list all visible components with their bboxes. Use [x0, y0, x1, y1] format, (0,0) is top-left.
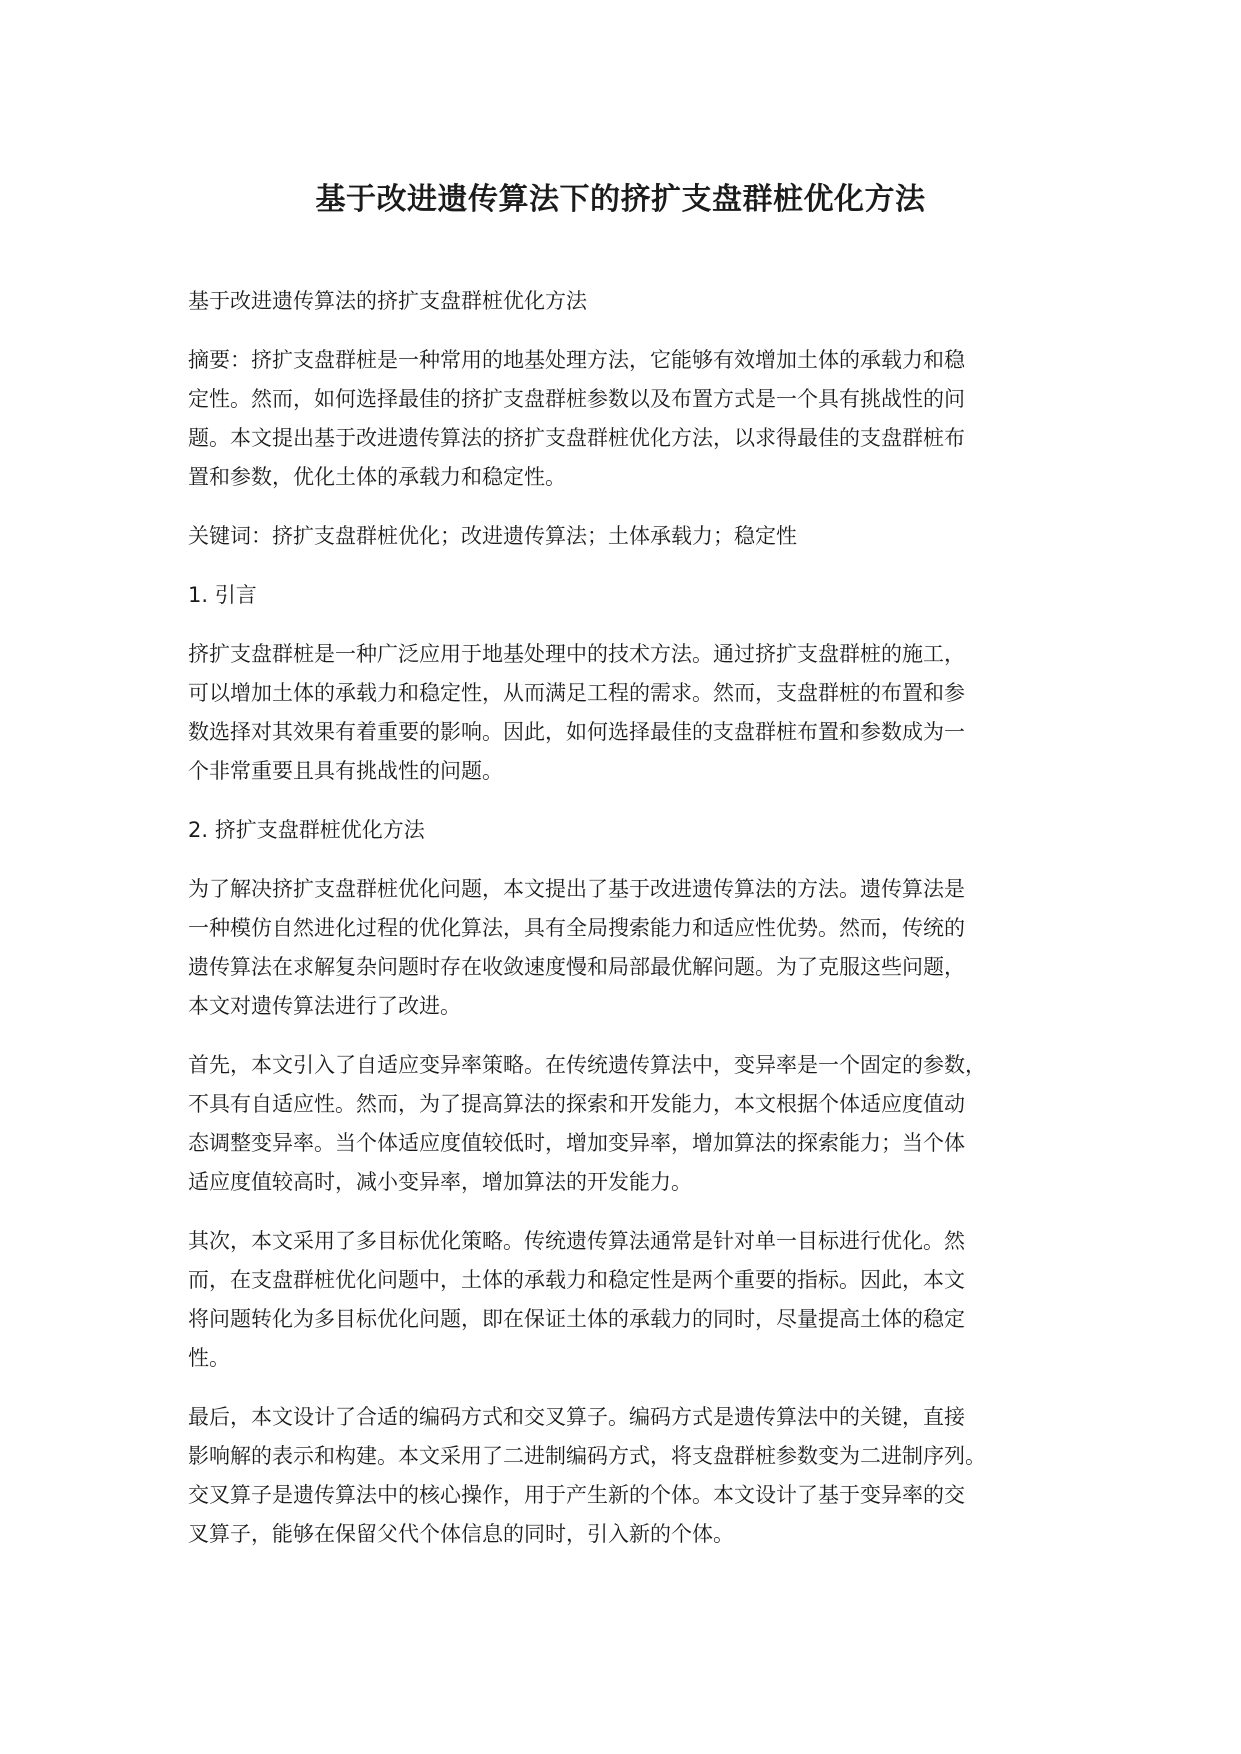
text-line: 性。	[188, 1346, 230, 1370]
text-line: 一种模仿自然进化过程的优化算法，具有全局搜索能力和适应性优势。然而，传统的	[188, 916, 965, 940]
paragraph	[188, 282, 1078, 321]
paragraph	[188, 1222, 1078, 1378]
text-line: 挤扩支盘群桩是一种广泛应用于地基处理中的技术方法。通过挤扩支盘群桩的施工，	[188, 642, 965, 666]
text-line: 遗传算法在求解复杂问题时存在收敛速度慢和局部最优解问题。为了克服这些问题，	[188, 955, 965, 979]
paragraph	[188, 341, 1078, 497]
text-line: 摘要：挤扩支盘群桩是一种常用的地基处理方法，它能够有效增加土体的承载力和稳	[188, 348, 965, 372]
text-line: 数选择对其效果有着重要的影响。因此，如何选择最佳的支盘群桩布置和参数成为一	[188, 720, 965, 744]
text-line: 关键词：挤扩支盘群桩优化；改进遗传算法；土体承载力；稳定性	[188, 524, 797, 548]
document-body	[188, 282, 1078, 1574]
text-line: 其次，本文采用了多目标优化策略。传统遗传算法通常是针对单一目标进行优化。然	[188, 1229, 965, 1253]
text-line: 基于改进遗传算法的挤扩支盘群桩优化方法	[188, 289, 587, 313]
text-line: 影响解的表示和构建。本文采用了二进制编码方式，将支盘群桩参数变为二进制序列。	[188, 1444, 986, 1468]
text-line: 将问题转化为多目标优化问题，即在保证土体的承载力的同时，尽量提高土体的稳定	[188, 1307, 965, 1331]
text-line: 定性。然而，如何选择最佳的挤扩支盘群桩参数以及布置方式是一个具有挑战性的问	[188, 387, 965, 411]
text-line: 不具有自适应性。然而，为了提高算法的探索和开发能力，本文根据个体适应度值动	[188, 1092, 965, 1116]
text-line: 适应度值较高时，减小变异率，增加算法的开发能力。	[188, 1170, 692, 1194]
text-line: 2. 挤扩支盘群桩优化方法	[188, 818, 425, 842]
text-line: 态调整变异率。当个体适应度值较低时，增加变异率，增加算法的探索能力；当个体	[188, 1131, 965, 1155]
paragraph	[188, 1398, 1078, 1554]
paragraph	[188, 811, 1078, 850]
text-line: 交叉算子是遗传算法中的核心操作，用于产生新的个体。本文设计了基于变异率的交	[188, 1483, 965, 1507]
text-line: 首先，本文引入了自适应变异率策略。在传统遗传算法中，变异率是一个固定的参数，	[188, 1053, 986, 1077]
paragraph	[188, 517, 1078, 556]
text-line: 而，在支盘群桩优化问题中，土体的承载力和稳定性是两个重要的指标。因此，本文	[188, 1268, 965, 1292]
paragraph	[188, 576, 1078, 615]
text-line: 题。本文提出基于改进遗传算法的挤扩支盘群桩优化方法，以求得最佳的支盘群桩布	[188, 426, 965, 450]
paragraph	[188, 1046, 1078, 1202]
paragraph	[188, 635, 1078, 791]
text-line: 为了解决挤扩支盘群桩优化问题，本文提出了基于改进遗传算法的方法。遗传算法是	[188, 877, 965, 901]
text-line: 本文对遗传算法进行了改进。	[188, 994, 461, 1018]
document-title: 基于改进遗传算法下的挤扩支盘群桩优化方法	[315, 182, 926, 217]
text-line: 叉算子，能够在保留父代个体信息的同时，引入新的个体。	[188, 1522, 734, 1546]
text-line: 可以增加土体的承载力和稳定性，从而满足工程的需求。然而，支盘群桩的布置和参	[188, 681, 965, 705]
text-line: 1. 引言	[188, 583, 257, 607]
text-line: 最后，本文设计了合适的编码方式和交叉算子。编码方式是遗传算法中的关键，直接	[188, 1405, 965, 1429]
text-line: 个非常重要且具有挑战性的问题。	[188, 759, 503, 783]
text-line: 置和参数，优化土体的承载力和稳定性。	[188, 465, 566, 489]
paragraph	[188, 870, 1078, 1026]
